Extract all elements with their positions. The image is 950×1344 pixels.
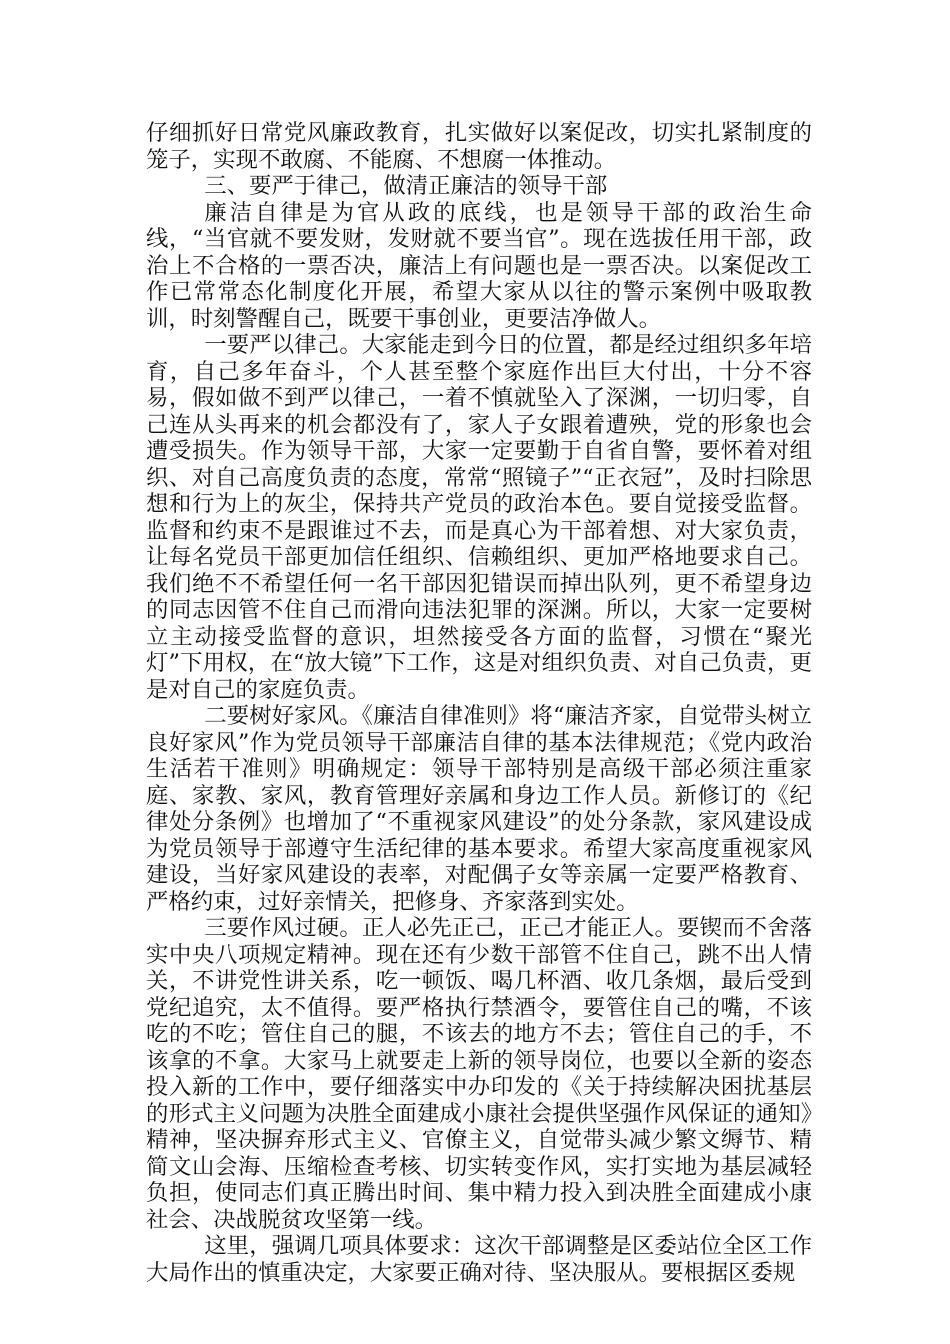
section-heading: 三、要严于律己，做清正廉洁的领导干部 — [204, 173, 608, 199]
paragraph-integrity: 廉洁自律是为官从政的底线，也是领导干部的政治生命线，“当官就不要发财，发财就不要当官”。现在选拔任用干部，政治上不合格的一票否决，廉洁上有问题也是一票否决。以案促改工作已常常态化制度化开展，希望大家从以往的警示案例中吸取教训，时刻警醒自己，既要干事创业，更要洁净做人。 — [146, 199, 812, 332]
document-body — [146, 120, 812, 1286]
paragraph-requirements: 这里，强调几项具体要求：这次干部调整是区委站位全区工作大局作出的慎重决定，大家要正确对待、坚决服从。要根据区委规 — [146, 1233, 812, 1286]
paragraph-family-style: 二要树好家风。《廉洁自律准则》将“廉洁齐家，自觉带头树立良好家风”作为党员领导干部廉洁自律的基本法律规范；《党内政治生活若干准则》明确规定：领导干部特别是高级干部必须注重家庭、家教、家风，教育管理好亲属和身边工作人员。新修订的《纪律处分条例》也增加了“不重视家风建设”的处分条款，家风建设成为党员领导于部遵守生活纪律的基本要求。希望大家高度重视家风建设，当好家风建设的表率，对配偶子女等亲属一定要严格教育、严格约束，过好亲情关，把修身、齐家落到实处。 — [146, 703, 812, 915]
paragraph-continuation: 仔细抓好日常党风廉政教育，扎实做好以案促改，切实扎紧制度的笼子，实现不敢腐、不能腐、不想腐一体推动。 — [146, 120, 812, 173]
paragraph-self-discipline: 一要严以律己。大家能走到今日的位置，都是经过组织多年培育，自己多年奋斗，个人甚至整个家庭作出巨大付出，十分不容易，假如做不到严以律己，一着不慎就坠入了深渊，一切归零，自己连从头再来的机会都没有了，家人子女跟着遭殃，党的形象也会遭受损失。作为领导干部，大家一定要勤于自省自警，要怀着对组织、对自己高度负责的态度，常常“照镜子”“正衣冠”，及时扫除思想和行为上的灰尘，保持共产党员的政治本色。要自觉接受监督。监督和约束不是跟谁过不去，而是真心为干部着想、对大家负责，让每名党员干部更加信任组织、信赖组织、更加严格地要求自己。我们绝不不希望任何一名干部因犯错误而掉出队列，更不希望身边的同志因管不住自己而滑向违法犯罪的深渊。所以，大家一定要树立主动接受监督的意识，坦然接受各方面的监督，习惯在“聚光灯”下用权，在“放大镜”下工作，这是对组织负责、对自己负责，更是对自己的家庭负责。 — [146, 332, 812, 703]
paragraph-work-style: 三要作风过硬。正人必先正己，正己才能正人。要锲而不舍落实中央八项规定精神。现在还有少数干部管不住自己，跳不出人情关，不讲党性讲关系，吃一顿饭、喝几杯酒、收几条烟，最后受到党纪追究，太不值得。要严格执行禁酒令，要管住自己的嘴，不该吃的不吃；管住自己的腿，不该去的地方不去；管住自己的手，不该拿的不拿。大家马上就要走上新的领导岗位，也要以全新的姿态投入新的工作中，要仔细落实中办印发的《关于持续解决困扰基层的形式主义问题为决胜全面建成小康社会提供坚强作风保证的通知》精神，坚决摒弃形式主义、官僚主义，自觉带头减少繁文缛节、精简文山会海、压缩检查考核、切实转变作风，实打实地为基层减轻负担，使同志们真正腾出时间、集中精力投入到决胜全面建成小康社会、决战脱贫攻坚第一线。 — [146, 915, 812, 1233]
